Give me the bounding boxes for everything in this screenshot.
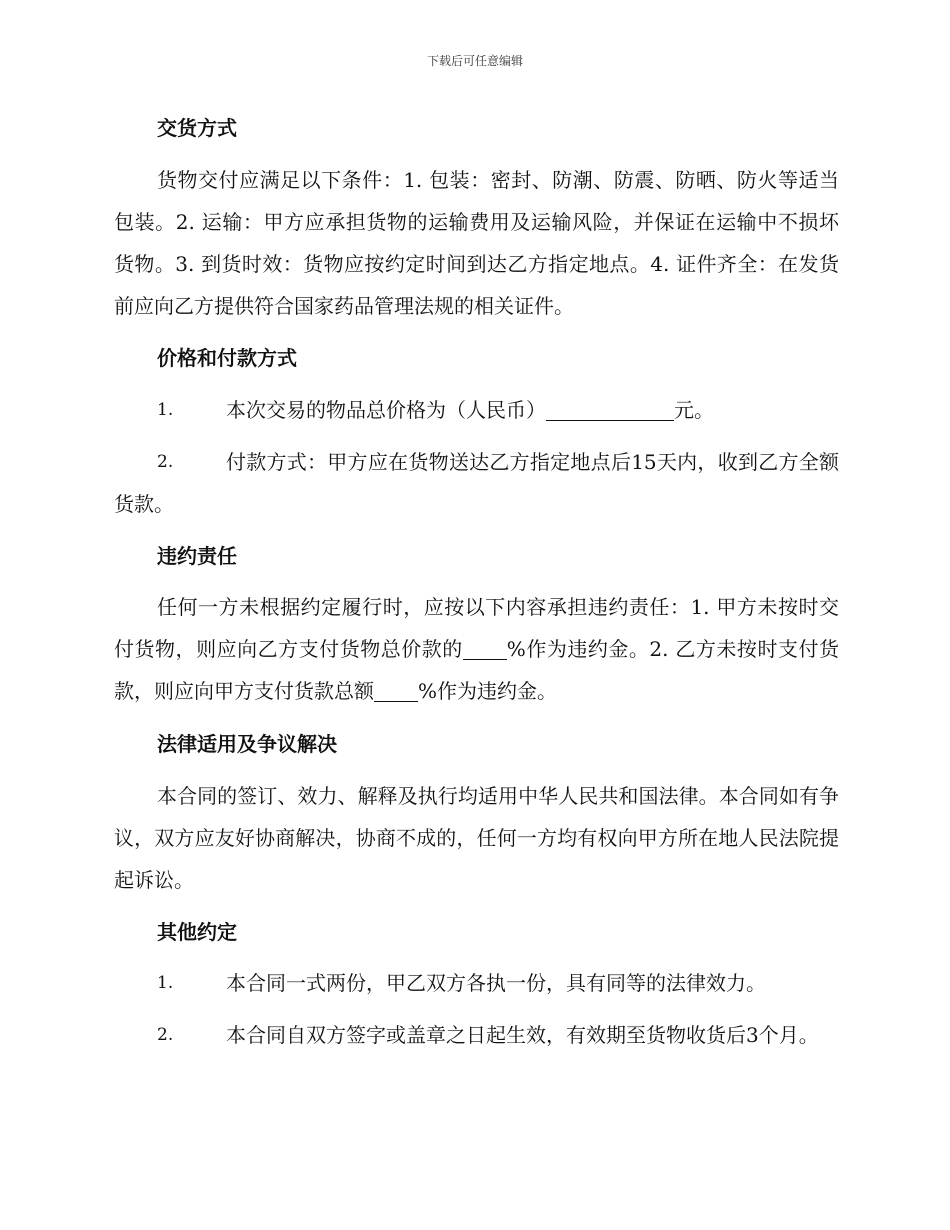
liability-text	[114, 586, 839, 712]
penalty-percent-blank-1[interactable]	[463, 637, 507, 660]
liability-text-part-3: %作为违约金。	[418, 679, 558, 703]
list-number: 2.	[157, 452, 174, 472]
price-text-after: 元。	[674, 398, 714, 422]
liability-text-part-2: %作为违约金。2. 乙方未按时支付货款，则应向甲方支付货款总额	[114, 637, 839, 703]
section-heading-law: 法律适用及争议解决	[157, 732, 337, 756]
list-number: 1.	[157, 400, 174, 420]
other-item-1	[114, 962, 839, 1004]
section-heading-delivery: 交货方式	[157, 116, 237, 140]
section-heading-other: 其他约定	[157, 920, 237, 944]
list-text: 本合同自双方签字或盖章之日起生效，有效期至货物收货后3个月。	[226, 1023, 819, 1047]
price-blank-field[interactable]	[546, 398, 674, 421]
delivery-paragraph	[114, 159, 839, 327]
page-header-note: 下载后可任意编辑	[426, 54, 523, 68]
delivery-text: 货物交付应满足以下条件：1. 包装：密封、防潮、防震、防晒、防火等适当包装。2. 运输：甲方应承担货物的运输费用及运输风险，并保证在运输中不损坏货物。3. 到货时效：货物应按约定时间到达乙方指定地点。4. 证件齐全：在发货前应向乙方提供符合国家药品管理法规的相关证件。	[114, 168, 839, 318]
price-text-before: 本次交易的物品总价格为（人民币）	[226, 398, 546, 422]
section-heading-price: 价格和付款方式	[157, 346, 297, 370]
list-number: 2.	[157, 1025, 174, 1045]
price-item-1	[114, 389, 839, 431]
other-item-2	[114, 1014, 839, 1056]
law-text: 本合同的签订、效力、解释及执行均适用中华人民共和国法律。本合同如有争议，双方应友好协商解决，协商不成的，任何一方均有权向甲方所在地人民法院提起诉讼。	[114, 784, 839, 892]
list-number: 1.	[157, 973, 174, 993]
section-heading-liability: 违约责任	[157, 544, 237, 568]
liability-text-part-1: 任何一方未根据约定履行时，应按以下内容承担违约责任：1. 甲方未按时交付货物，则应向乙方支付货物总价款的	[114, 595, 839, 661]
penalty-percent-blank-2[interactable]	[374, 679, 418, 702]
price-item-2	[114, 441, 839, 525]
list-text	[114, 389, 839, 431]
list-text: 付款方式：甲方应在货物送达乙方指定地点后15天内，收到乙方全额货款。	[114, 450, 839, 516]
law-paragraph	[114, 775, 839, 901]
liability-paragraph	[114, 586, 839, 712]
list-text: 本合同一式两份，甲乙双方各执一份，具有同等的法律效力。	[226, 971, 766, 995]
